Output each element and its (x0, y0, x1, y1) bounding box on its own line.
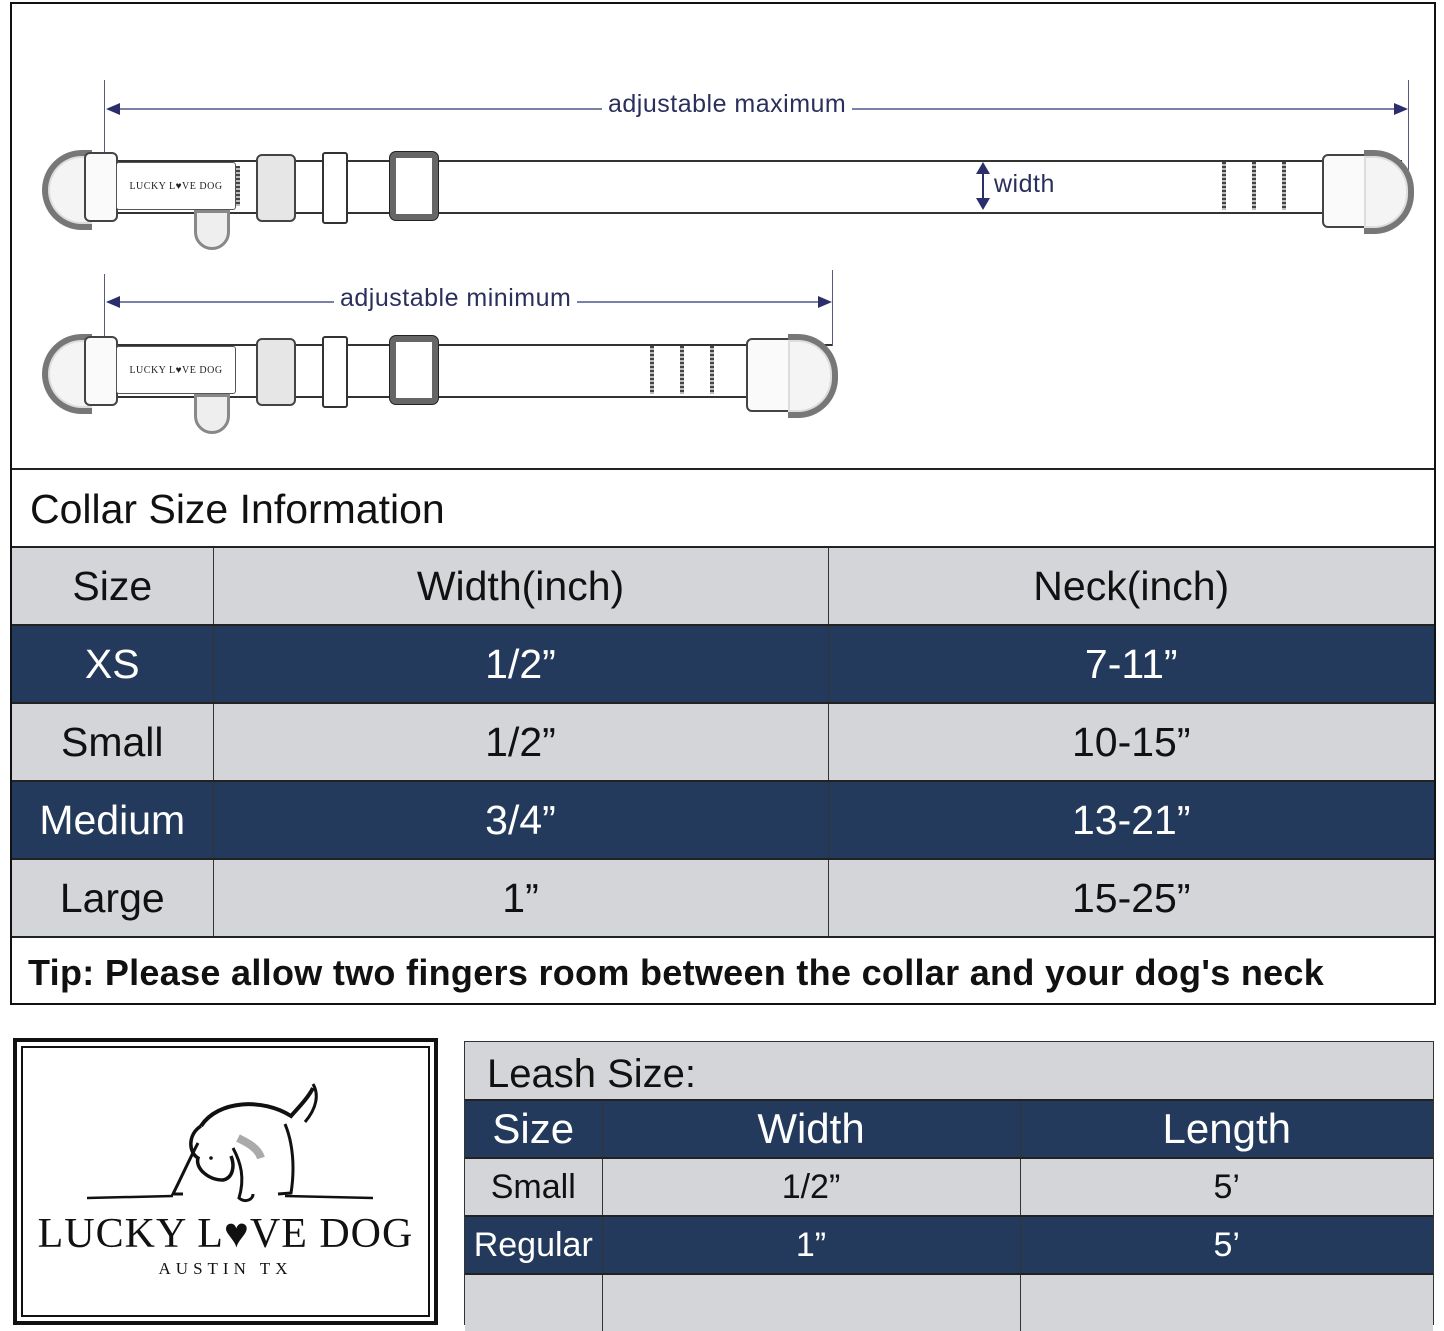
stitching (236, 166, 240, 206)
cell-size: Medium (12, 781, 213, 859)
header-size: Size (465, 1100, 602, 1158)
table-row-empty (465, 1274, 1433, 1331)
table-row (12, 703, 1434, 781)
leash-size-panel (464, 1041, 1434, 1325)
min-right-tick (832, 270, 833, 346)
cell-size: XS (12, 625, 213, 703)
max-left-tick (104, 80, 105, 160)
collar-size-table (12, 546, 1434, 936)
max-right-tick (1408, 80, 1409, 170)
cell-width: 1” (213, 859, 828, 936)
header-width: Width (602, 1100, 1020, 1158)
min-label: adjustable minimum (334, 284, 577, 313)
cell-size: Regular (465, 1216, 602, 1274)
brand-location: AUSTIN TX (158, 1259, 293, 1278)
header-size: Size (12, 547, 213, 625)
cell-size (465, 1274, 602, 1331)
collar-table-title: Collar Size Information (30, 486, 445, 532)
cell-width (602, 1274, 1020, 1331)
cell-size: Large (12, 859, 213, 936)
slider-icon (390, 152, 438, 220)
table-header-row (12, 547, 1434, 625)
cell-neck: 13-21” (828, 781, 1434, 859)
cell-neck: 15-25” (828, 859, 1434, 936)
stitching (680, 346, 684, 394)
loop-icon (322, 152, 348, 224)
leash-size-table (465, 1099, 1433, 1331)
arrow-left-icon (106, 296, 120, 308)
d-ring-icon (1364, 150, 1414, 234)
arrow-left-icon (106, 103, 120, 115)
stitching (1282, 162, 1286, 210)
brand-name: LUCKY L♥VE DOG (37, 1211, 414, 1257)
cell-neck: 7-11” (828, 625, 1434, 703)
table-row (465, 1216, 1433, 1274)
header-neck: Neck(inch) (828, 547, 1434, 625)
fit-tip: Tip: Please allow two fingers room between the collar and your dog's neck (28, 952, 1325, 993)
table-row (12, 781, 1434, 859)
arrow-right-icon (818, 296, 832, 308)
leash-table-title: Leash Size: (487, 1052, 697, 1096)
tag-ring-icon (194, 394, 230, 434)
cell-width: 3/4” (213, 781, 828, 859)
collar-strap-max (102, 160, 1402, 214)
table-header-row (465, 1100, 1433, 1158)
buckle-icon (84, 152, 118, 222)
loop-icon (322, 336, 348, 408)
brand-tag: LUCKY L♥VE DOG (116, 346, 236, 394)
width-arrow-icon (982, 164, 984, 208)
stitching (650, 346, 654, 394)
cell-length: 5’ (1020, 1216, 1433, 1274)
heart-icon: ♥ (223, 1211, 250, 1257)
cell-size: Small (465, 1158, 602, 1216)
cell-width: 1/2” (213, 625, 828, 703)
brand-logo (13, 1038, 438, 1325)
brand-tag: LUCKY L♥VE DOG (116, 162, 236, 210)
cell-length (1020, 1274, 1433, 1331)
tip-row (12, 936, 1434, 1005)
max-label: adjustable maximum (602, 90, 852, 119)
collar-size-panel (10, 2, 1436, 1005)
cell-neck: 10-15” (828, 703, 1434, 781)
keeper-icon (256, 154, 296, 222)
stitching (710, 346, 714, 394)
buckle-icon (84, 336, 118, 406)
leash-title-row (465, 1042, 1433, 1099)
stitching (1222, 162, 1226, 210)
cell-width: 1/2” (213, 703, 828, 781)
table-row (12, 859, 1434, 936)
header-width: Width(inch) (213, 547, 828, 625)
cell-width: 1/2” (602, 1158, 1020, 1216)
table-row (465, 1158, 1433, 1216)
keeper-icon (256, 338, 296, 406)
cell-length: 5’ (1020, 1158, 1433, 1216)
width-label: width (994, 170, 1055, 198)
header-length: Length (1020, 1100, 1433, 1158)
cell-width: 1” (602, 1216, 1020, 1274)
logo-inner-frame (21, 1046, 430, 1317)
slider-icon (390, 336, 438, 404)
table-row (12, 625, 1434, 703)
arrow-right-icon (1394, 103, 1408, 115)
tag-ring-icon (194, 210, 230, 250)
collar-diagram (12, 4, 1434, 468)
stitching (1252, 162, 1256, 210)
dog-illustration-icon (23, 1048, 440, 1208)
collar-title-row (12, 468, 1434, 546)
cell-size: Small (12, 703, 213, 781)
min-left-tick (104, 274, 105, 344)
